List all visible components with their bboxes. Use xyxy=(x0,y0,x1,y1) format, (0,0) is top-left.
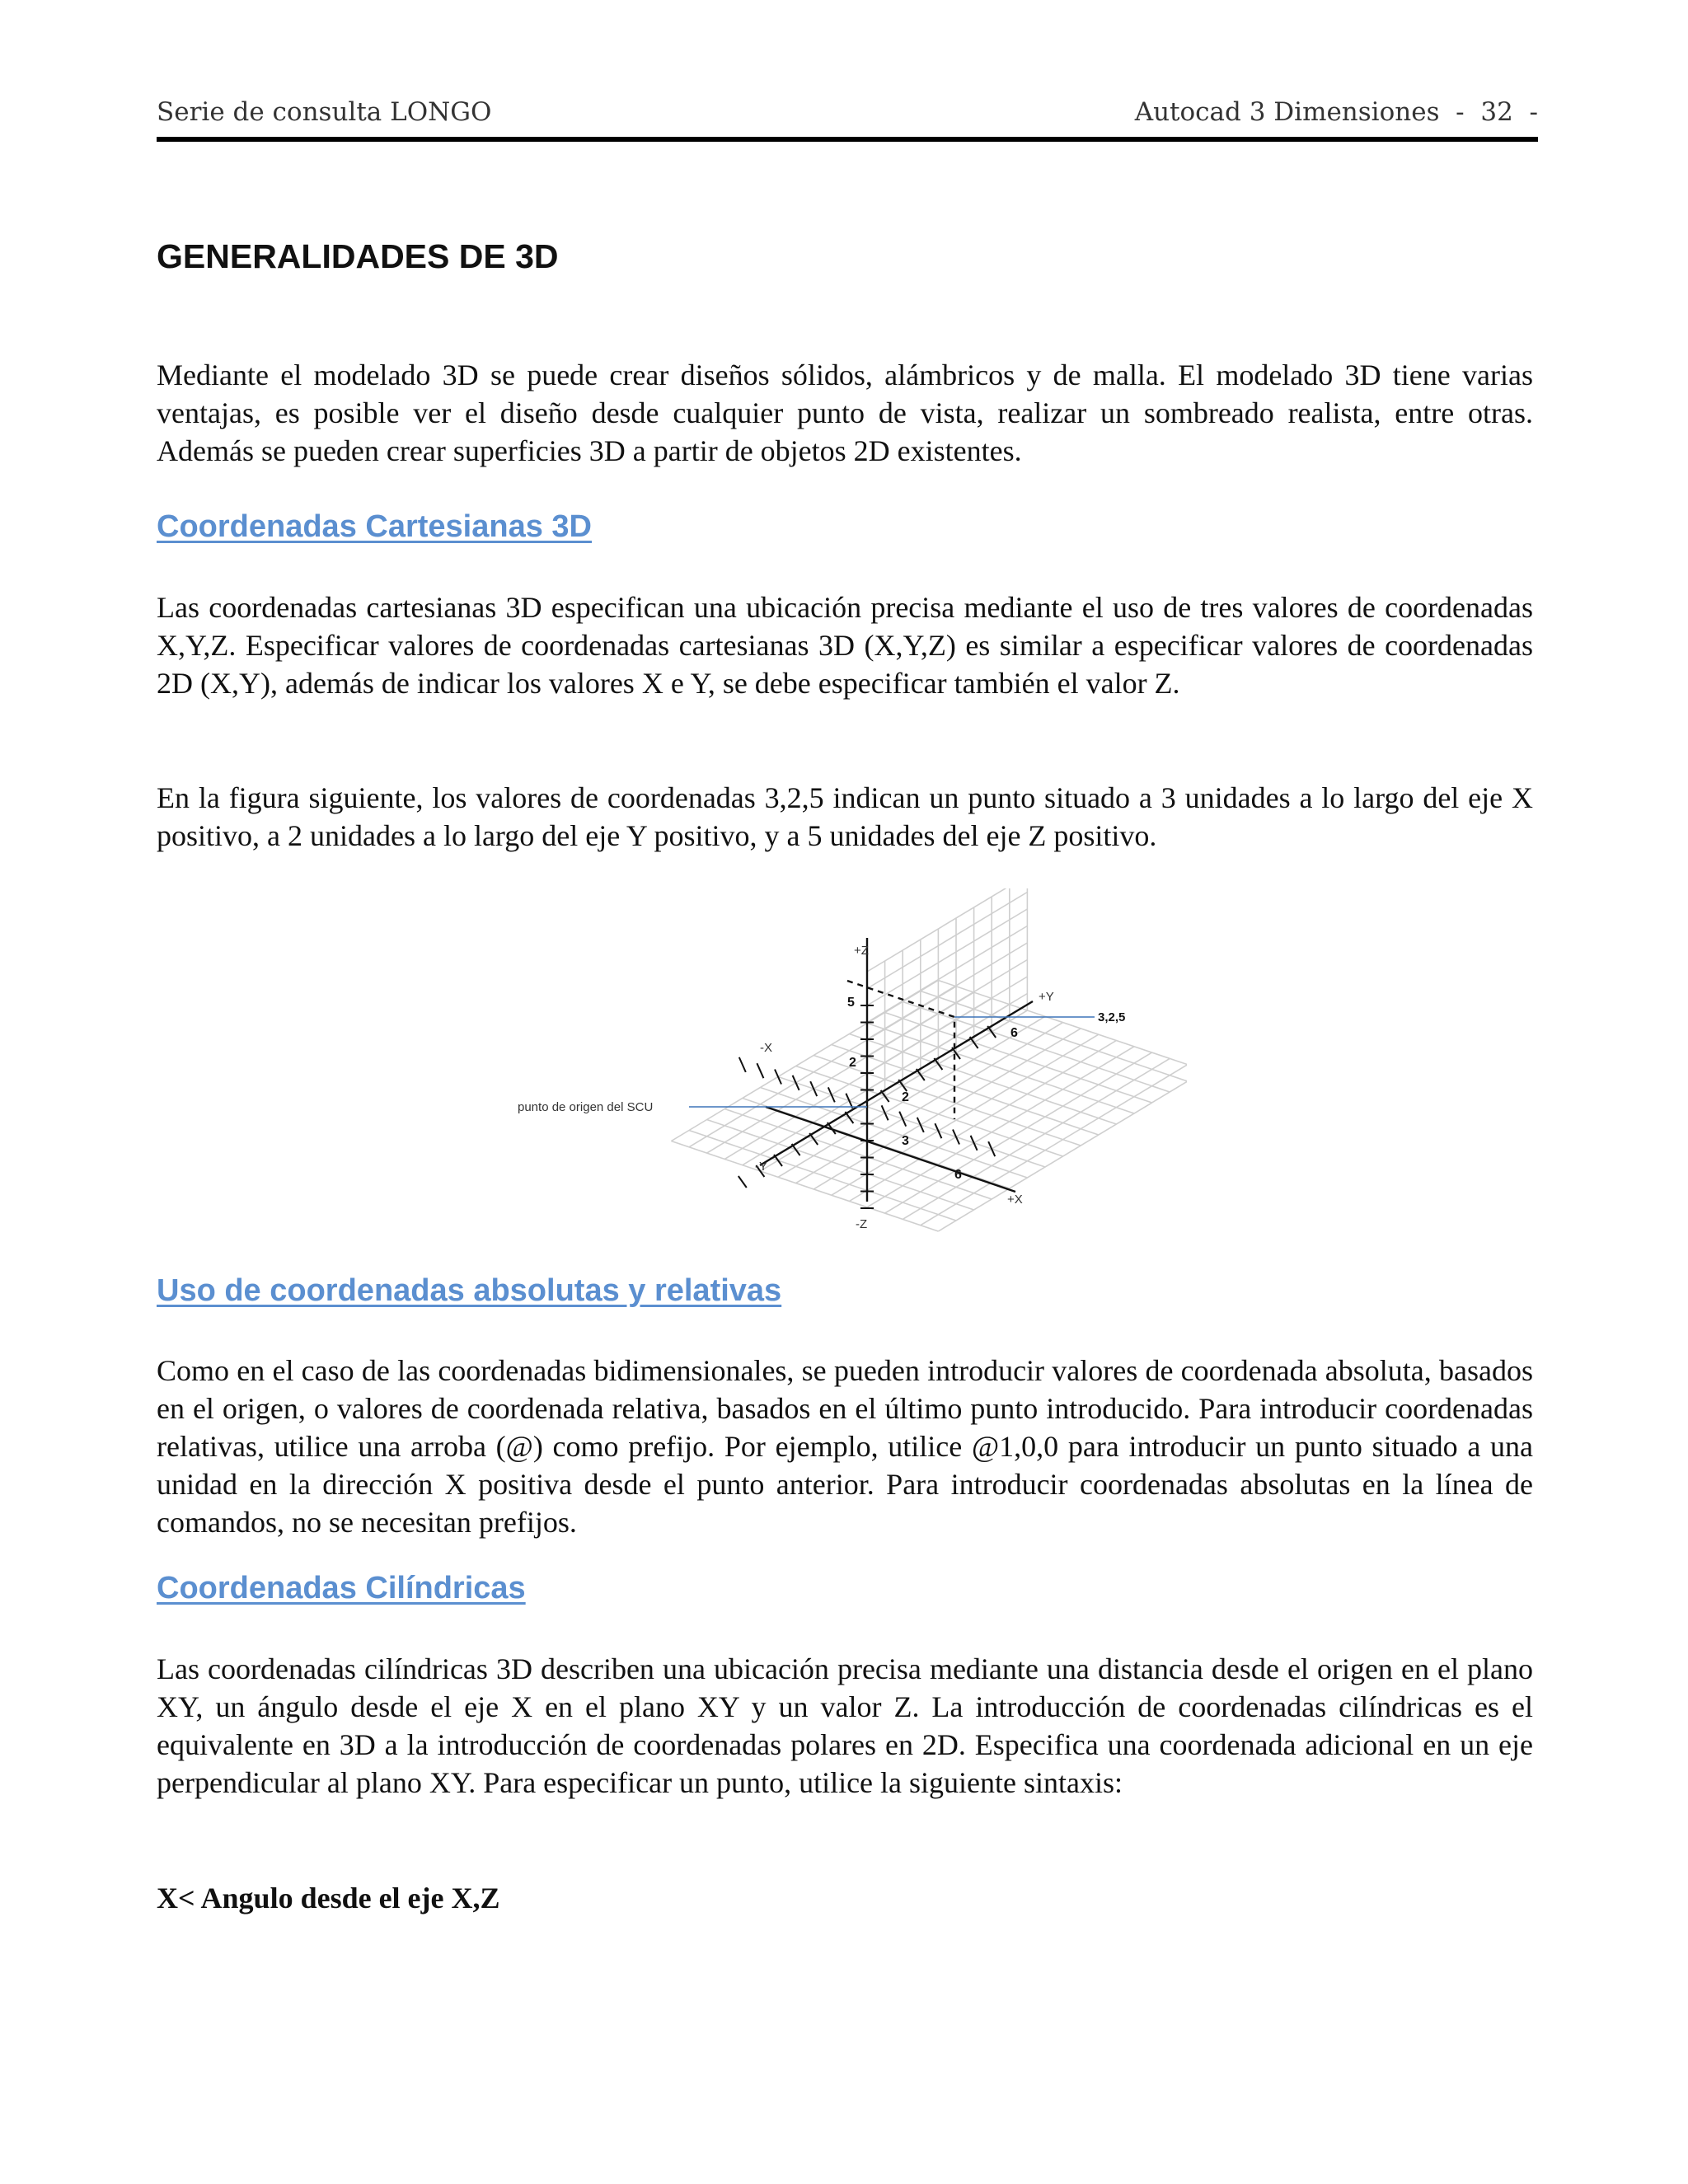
heading-cartesian: Coordenadas Cartesianas 3D xyxy=(157,509,592,544)
coordinate-figure xyxy=(511,888,1187,1235)
axis-tick xyxy=(899,1112,906,1127)
axis-tick xyxy=(988,1141,995,1156)
axis-tick xyxy=(953,1130,959,1145)
axis-tick xyxy=(775,1070,781,1085)
origin-label: punto de origen del SCU xyxy=(518,1100,654,1114)
axis-tick xyxy=(846,1094,852,1108)
axis-tick xyxy=(793,1076,799,1090)
yz-grid xyxy=(867,888,1027,1107)
tick-label-x6: 6 xyxy=(954,1168,962,1182)
label-pos-y: +Y xyxy=(1039,990,1054,1004)
heading-cylindrical: Coordenadas Cilíndricas xyxy=(157,1571,526,1605)
axis-tick xyxy=(882,1105,889,1120)
intro-paragraph: Mediante el modelado 3D se puede crear diseños sólidos, alámbricos y de malla. El modelado 3D tiene varias ventajas, es posible ver el diseño desde cualquier punto de vista, realizar un sombreado realista, entre otras. Además se pueden crear superficies 3D a partir de objetos 2D existentes. xyxy=(157,359,1533,467)
grid-line xyxy=(938,1071,1187,1231)
cartesian-paragraph-1: Las coordenadas cartesianas 3D especifican una ubicación precisa mediante el uso de tres valores de coordenadas X,Y,Z. Especificar valores de coordenadas cartesianas 3D (X,Y,Z) es similar a especificar valores de coordenadas 2D (X,Y), además de indicar los valores X e Y, se debe especificar también el valor Z. xyxy=(157,591,1533,700)
axis-tick xyxy=(845,1112,853,1123)
tick-label-y6: 6 xyxy=(1010,1026,1018,1040)
y-axis xyxy=(760,1001,1033,1165)
axis-tick xyxy=(774,1155,782,1166)
cylindrical-syntax: X< Angulo desde el eje X,Z xyxy=(157,1882,500,1915)
label-neg-x: -X xyxy=(760,1041,772,1055)
label-pos-x: +X xyxy=(1007,1193,1023,1207)
point-coordinate-label: 3,2,5 xyxy=(1098,1010,1126,1024)
axis-tick xyxy=(971,1136,978,1151)
axis-tick xyxy=(810,1081,817,1096)
grid-line xyxy=(867,888,1027,972)
axis-tick xyxy=(917,1118,924,1132)
page-title: GENERALIDADES DE 3D xyxy=(157,237,559,275)
header-series-title: Serie de consulta LONGO xyxy=(157,97,492,127)
axis-tick xyxy=(935,1123,941,1138)
absolute-relative-paragraph: Como en el caso de las coordenadas bidimensionales, se pueden introducir valores de coordenada absoluta, basados en el origen, o valores de coordenada relativa, basados en el último punto introducido. Para introducir coordenadas relativas, utilice una arroba (@) como prefijo. Por ejemplo, utilice @1,0,0 para introducir un punto situado a una unidad en la dirección X positiva desde el punto anterior. Para introducir coordenadas absolutas en la línea de comandos, no se necesitan prefijos. xyxy=(157,1354,1533,1539)
label-neg-z: -Z xyxy=(856,1217,868,1231)
figure-labels xyxy=(518,944,1125,1231)
cartesian-paragraph-2: En la figura siguiente, los valores de coordenadas 3,2,5 indican un punto situado a 3 unidades a lo largo del eje X positivo, a 2 unidades a lo largo del eje Y positivo, y a 5 unidades del eje Z positivo. xyxy=(157,781,1533,852)
axis-tick xyxy=(738,1176,747,1188)
cylindrical-paragraph: Las coordenadas cilíndricas 3D describen una ubicación precisa mediante una distancia desde el origen en el plano XY, un ángulo desde el eje X en el plano XY y un valor Z. La introducción de coordenadas cilíndricas es el equivalente en 3D a la introducción de coordenadas polares en 2D. Especifica una coordenada adicional en un eje perpendicular al plano XY. Para especificar un punto, utilice la siguiente sintaxis: xyxy=(157,1652,1533,1799)
tick-label-x3: 3 xyxy=(902,1134,909,1148)
tick-label-z2: 2 xyxy=(849,1056,856,1070)
coordinate-diagram xyxy=(511,888,1187,1235)
tick-label-y2: 2 xyxy=(902,1090,909,1104)
heading-absolute-relative: Uso de coordenadas absolutas y relativas xyxy=(157,1273,782,1308)
label-pos-z: +Z xyxy=(854,944,869,958)
header-rule xyxy=(157,137,1538,142)
axis-tick xyxy=(792,1144,800,1155)
header-page-info: Autocad 3 Dimensiones - 32 - xyxy=(1134,97,1538,127)
label-neg-y: -Y xyxy=(755,1160,767,1174)
axis-tick xyxy=(828,1087,835,1102)
axis-tick xyxy=(739,1057,746,1072)
tick-label-z5: 5 xyxy=(847,996,855,1010)
axis-tick xyxy=(757,1063,763,1078)
running-header xyxy=(157,97,1538,138)
axis-tick xyxy=(809,1133,818,1145)
